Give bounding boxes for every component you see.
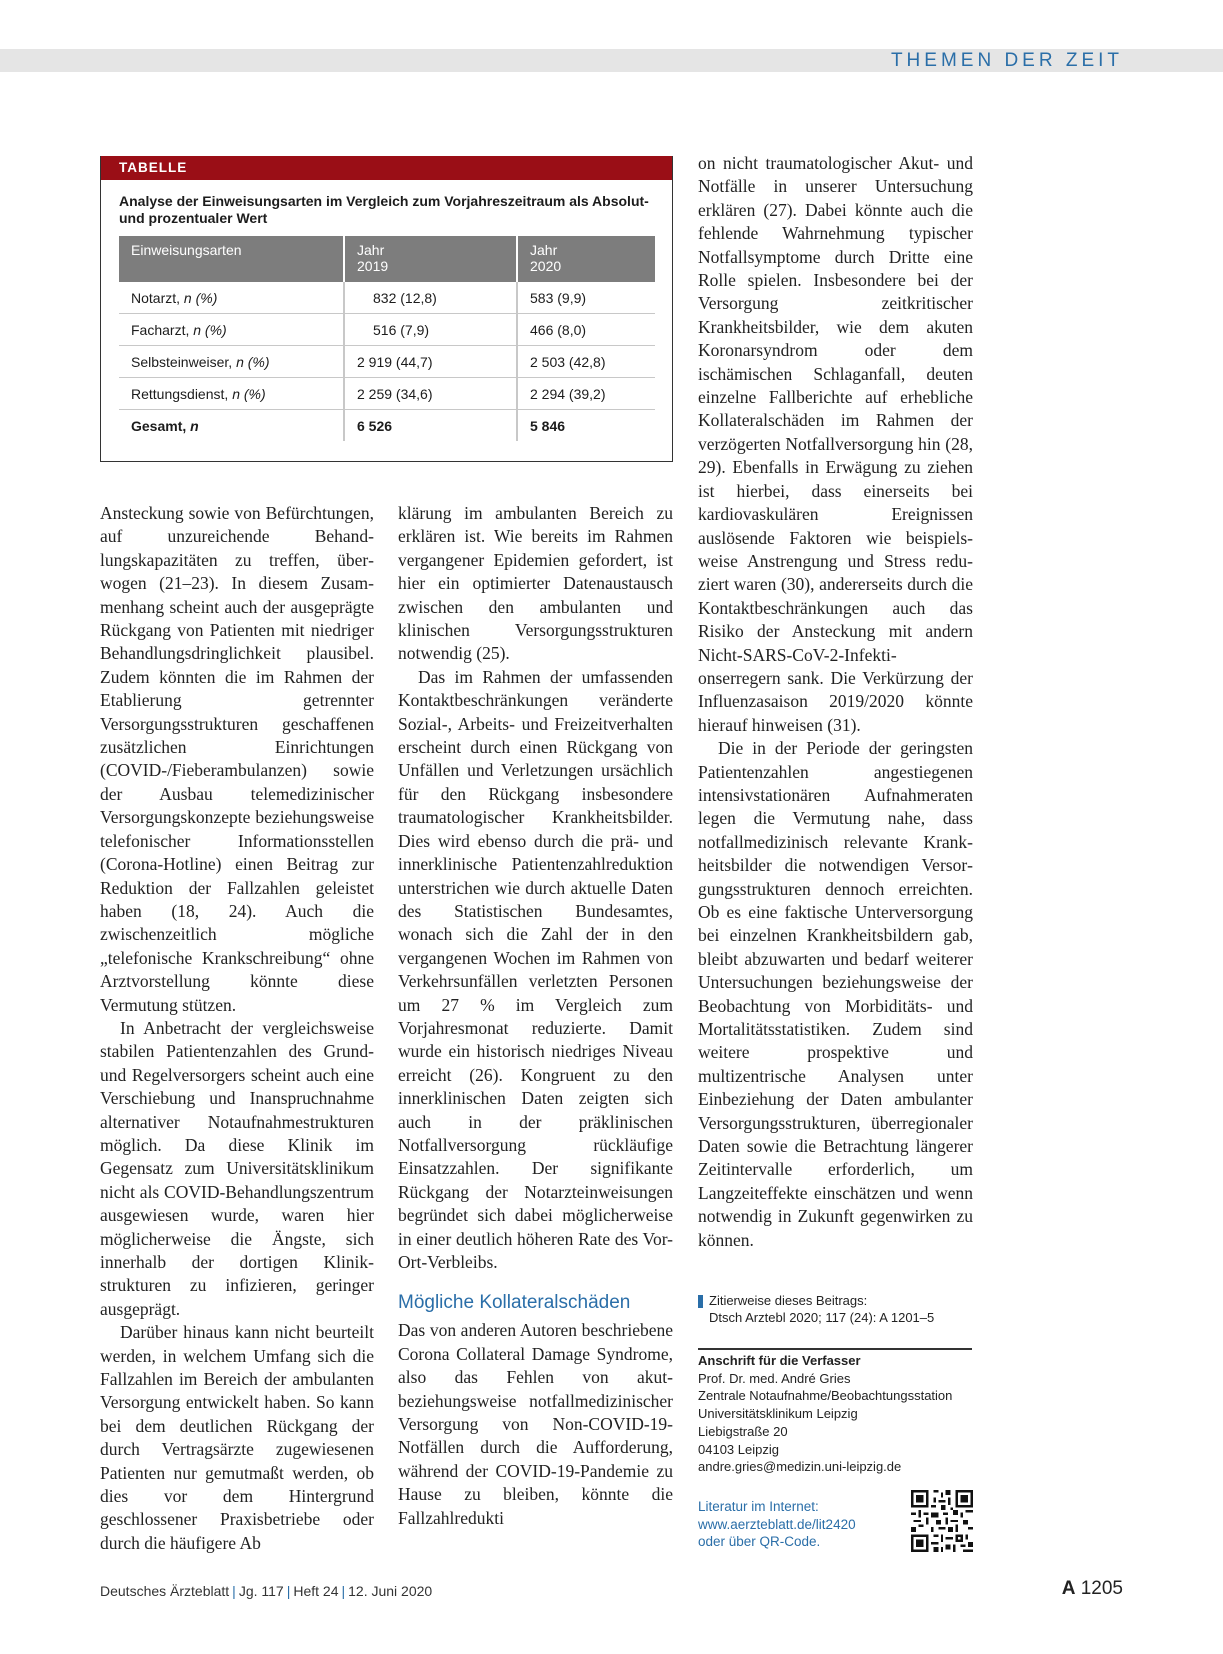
row-unit: n: [190, 417, 199, 434]
table-row: [119, 282, 655, 314]
table-cell: [119, 410, 344, 442]
address-line: Prof. Dr. med. André Gries: [698, 1370, 851, 1386]
table-cell: [119, 282, 344, 314]
row-unit: n (%): [236, 353, 270, 370]
literature-note: [698, 1498, 898, 1551]
text-column-3: [698, 152, 973, 1252]
table-box: [100, 156, 673, 462]
table-header-cell: [344, 236, 517, 282]
journal-volume: Jg. 117: [238, 1583, 284, 1599]
paragraph: Das von anderen Autoren beschriebene Corona Collateral Damage Syndrome, also das Fehlen von akut- beziehungsweise notfallmedizinischer Versorgung von Non-COVID-19-Notfällen durch die Aufforderung, während der COVID-19-Pandemie zu Hause zu bleiben, könnte die Fallzahlredukti: [398, 1320, 673, 1528]
journal-date: 12. Juni 2020: [348, 1583, 433, 1599]
table-header-cell: [517, 236, 655, 282]
paragraph: on nicht traumatologischer Akut- und Notfälle in unserer Untersuchung erklären (27). Dabei könnte auch die fehlende Wahrnehmung typischer Notfallsymptome durch Dritte eine Rolle spielen. Insbesondere bei der Versorgung zeitkritischer Krankheitsbilder, wie dem akuten Koronarsyndrom oder dem ischämischen Schlaganfall, deuten einzelne Fallberichte auf erhebliche Kollateralschäden im Rahmen der verzögerten Notfallversorgung hin (28, 29). Ebenfalls in Erwägung zu ziehen ist hierbei, dass einerseits bei kardiovaskulären Ereignissen auslösende Faktoren wie beispielsweise Anstrengung und Stress reduziert waren (30), andererseits durch die Kontaktbeschränkungen auch das Risiko der Ansteckung mit andern Nicht-SARS-CoV-2-Infektionserregern sank. Die Verkürzung der Influenzasaison 2019/2020 könnte hierauf hinweisen (31).: [698, 153, 973, 735]
data-table: [119, 236, 655, 441]
address-title: Anschrift für die Verfasser: [698, 1353, 861, 1368]
table-cell: 832 (12,8): [344, 282, 517, 314]
address-divider: [698, 1348, 972, 1350]
literature-line: oder über QR-Code.: [698, 1534, 821, 1549]
row-name: Rettungsdienst,: [131, 385, 229, 402]
footer-separator: |: [286, 1583, 291, 1599]
table-row: [119, 346, 655, 378]
table-header-cell: Einweisungsarten: [119, 236, 344, 282]
row-name: Selbsteinweiser,: [131, 353, 233, 370]
table-cell: [119, 378, 344, 410]
address-line: Zentrale Notaufnahme/Beobachtungsstation: [698, 1388, 953, 1404]
citation-note: [698, 1293, 973, 1326]
paragraph: In Anbetracht der vergleichsweise stabilen Patientenzahlen des Grund- und Regelversorgers scheint auch eine Verschiebung und Inanspruchnahme alternativer Notaufnahmestrukturen möglich. Da diese Klinik im Gegensatz zum Universitätsklinikum nicht als COVID-Behandlungszentrum ausgewiesen wurde, waren hier möglicherweise die Ängste, sich innerhalb der dortigen Klinikstrukturen zu infizieren, geringer ausgeprägt.: [100, 1017, 374, 1319]
table-header-2019: Jahr 2019: [357, 242, 389, 274]
section-title: THEMEN DER ZEIT: [890, 50, 1123, 71]
table-cell: [119, 314, 344, 346]
paragraph: Das im Rahmen der umfassenden Kontaktbeschränkungen veränderte Sozial-, Arbeits- und Freizeitverhalten erscheint durch einen Rückgang von Unfällen und Verletzungen ursächlich für den Rückgang insbesondere traumatologischer Krankheitsbilder. Dies wird ebenso durch die prä- und innerklinische Patientenzahlreduktion unterstrichen wie durch aktuelle Daten des Statistischen Bundesamtes, wonach sich die Zahl der in den vergangenen Wochen im Rahmen von Verkehrsunfällen verletzten Personen um 27 % im Vergleich zum Vorjahresmonat reduzierte. Damit wurde ein historisch niedriges Niveau erreicht (26). Kongruent zu den innerklinischen Daten zeigten sich auch in der präklinischen Notfallversorgung rückläufige Einsatzzahlen. Der signifikante Rückgang der Notarzteinweisungen begründet sich dabei möglicherweise in einer deutlich höheren Rate des Vor-Ort-Verbleibs.: [398, 666, 673, 1272]
table-row: [119, 378, 655, 410]
page-footer: [100, 1583, 432, 1599]
row-name: Notarzt,: [131, 289, 181, 306]
address-line: Liebigstraße 20: [698, 1423, 788, 1439]
table-cell: 2 294 (39,2): [517, 378, 655, 410]
journal-name: Deutsches Ärzteblatt: [100, 1583, 230, 1599]
literature-link[interactable]: www.aerzteblatt.de/lit2420: [698, 1516, 856, 1532]
table-cell: 2 259 (34,6): [344, 378, 517, 410]
row-unit: n (%): [232, 385, 266, 402]
table-label: TABELLE: [101, 156, 672, 180]
address-email[interactable]: andre.gries@medizin.uni-leipzig.de: [698, 1459, 902, 1475]
table-header-row: [119, 236, 655, 282]
address-line: 04103 Leipzig: [698, 1441, 779, 1457]
section-subheading: Mögliche Kollateralschäden: [398, 1292, 631, 1314]
paragraph: klärung im ambulanten Bereich zu erklären ist. Wie bereits im Rahmen vergangener Epidemien gefordert, ist hier ein optimierter Datenaustausch zwischen den ambulanten und klinischen Versorgungsstrukturen notwendig (25).: [398, 503, 673, 664]
paragraph: Ansteckung sowie von Befürchtungen, auf unzureichende Behandlungskapazitäten zu treffen, überwogen (21–23). In diesem Zusammenhang scheint auch der ausgeprägte Rückgang von Patienten mit niedriger Behandlungsdringlichkeit plausibel. Zudem könnten die im Rahmen der Etablierung getrennter Versorgungsstrukturen geschaffenen zusätzlichen Einrichtungen (COVID-/Fieberambulanzen) sowie der Ausbau telemedizinischer Versorgungskonzepte beziehungsweise telefonischer Informationsstellen (Corona-Hotline) einen Beitrag zur Reduktion der Fallzahlen geleistet haben (18, 24). Auch die zwischenzeitlich mögliche „telefonische Krankschreibung“ ohne Arztvorstellung könnte diese Vermutung stützen.: [100, 503, 374, 1015]
literature-line: Literatur im Internet:: [698, 1499, 819, 1514]
text-column-2: [398, 502, 673, 1530]
table-cell: 516 (7,9): [344, 314, 517, 346]
row-name: Gesamt,: [131, 417, 187, 434]
author-address: [698, 1352, 973, 1476]
table-cell: 583 (9,9): [517, 282, 655, 314]
citation-marker: [698, 1295, 703, 1308]
table-header-2020: Jahr 2020: [530, 242, 562, 274]
row-unit: n (%): [193, 321, 227, 338]
citation-line: Zitierweise dieses Beitrags:: [709, 1293, 868, 1308]
paragraph: Darüber hinaus kann nicht beurteilt werden, in welchem Umfang sich die Fallzahlen im Bereich der ambulanten Versorgung entwickelt haben. So kann bei dem deutlichen Rückgang der durch Vertragsärzte zugewiesenen Patienten nur gemutmaßt werden, ob dies vor dem Hintergrund geschlossener Praxisbetriebe oder durch die häufigere Ab: [100, 1322, 374, 1553]
table-cell: 6 526: [344, 410, 517, 442]
row-unit: n (%): [183, 289, 218, 306]
table-caption: Analyse der Einweisungsarten im Vergleich zum Vorjahreszeitraum als Absolut- und prozentualer Wert: [119, 193, 649, 226]
page-number: [1062, 1578, 1123, 1600]
text-column-1: [100, 502, 374, 1555]
table-cell: [119, 346, 344, 378]
table-cell: 2 919 (44,7): [344, 346, 517, 378]
row-name: Facharzt,: [131, 321, 190, 338]
table-row: [119, 314, 655, 346]
citation-line: Dtsch Arztebl 2020; 117 (24): A 1201–5: [709, 1309, 935, 1325]
footer-separator: |: [341, 1583, 346, 1599]
table-cell: 5 846: [517, 410, 655, 442]
page-prefix: A: [1061, 1578, 1076, 1599]
address-line: Universitätsklinikum Leipzig: [698, 1406, 858, 1422]
qr-code-icon[interactable]: [911, 1490, 973, 1552]
table-cell: 466 (8,0): [517, 314, 655, 346]
paragraph: Die in der Periode der geringsten Patientenzahlen angestiegenen intensivstationären Aufnahmeraten legen die Vermutung nahe, dass notfallmedizinisch relevante Krankheitsbilder die notwendigen Versorgungsstrukturen dennoch erreichten. Ob es eine faktische Unterversorgung bei einzelnen Krankheitsbildern gab, bleibt abzuwarten und bedarf weiterer Untersuchungen beziehungsweise der Beobachtung von Morbiditäts- und Mortalitätsstatistiken. Zudem sind weitere prospektive und multizentrische Analysen unter Einbeziehung der Daten ambulanter Versorgungsstrukturen, überregionaler Daten sowie die Betrachtung längerer Zeitintervalle erforderlich, um Langzeiteffekte einschätzen und wenn notwendig in Zukunft gegenwirken zu können.: [698, 738, 973, 1250]
page-number-value: 1205: [1080, 1578, 1123, 1599]
footer-separator: |: [232, 1583, 236, 1599]
journal-issue: Heft 24: [293, 1583, 339, 1599]
table-cell: 2 503 (42,8): [517, 346, 655, 378]
table-total-row: [119, 410, 655, 442]
